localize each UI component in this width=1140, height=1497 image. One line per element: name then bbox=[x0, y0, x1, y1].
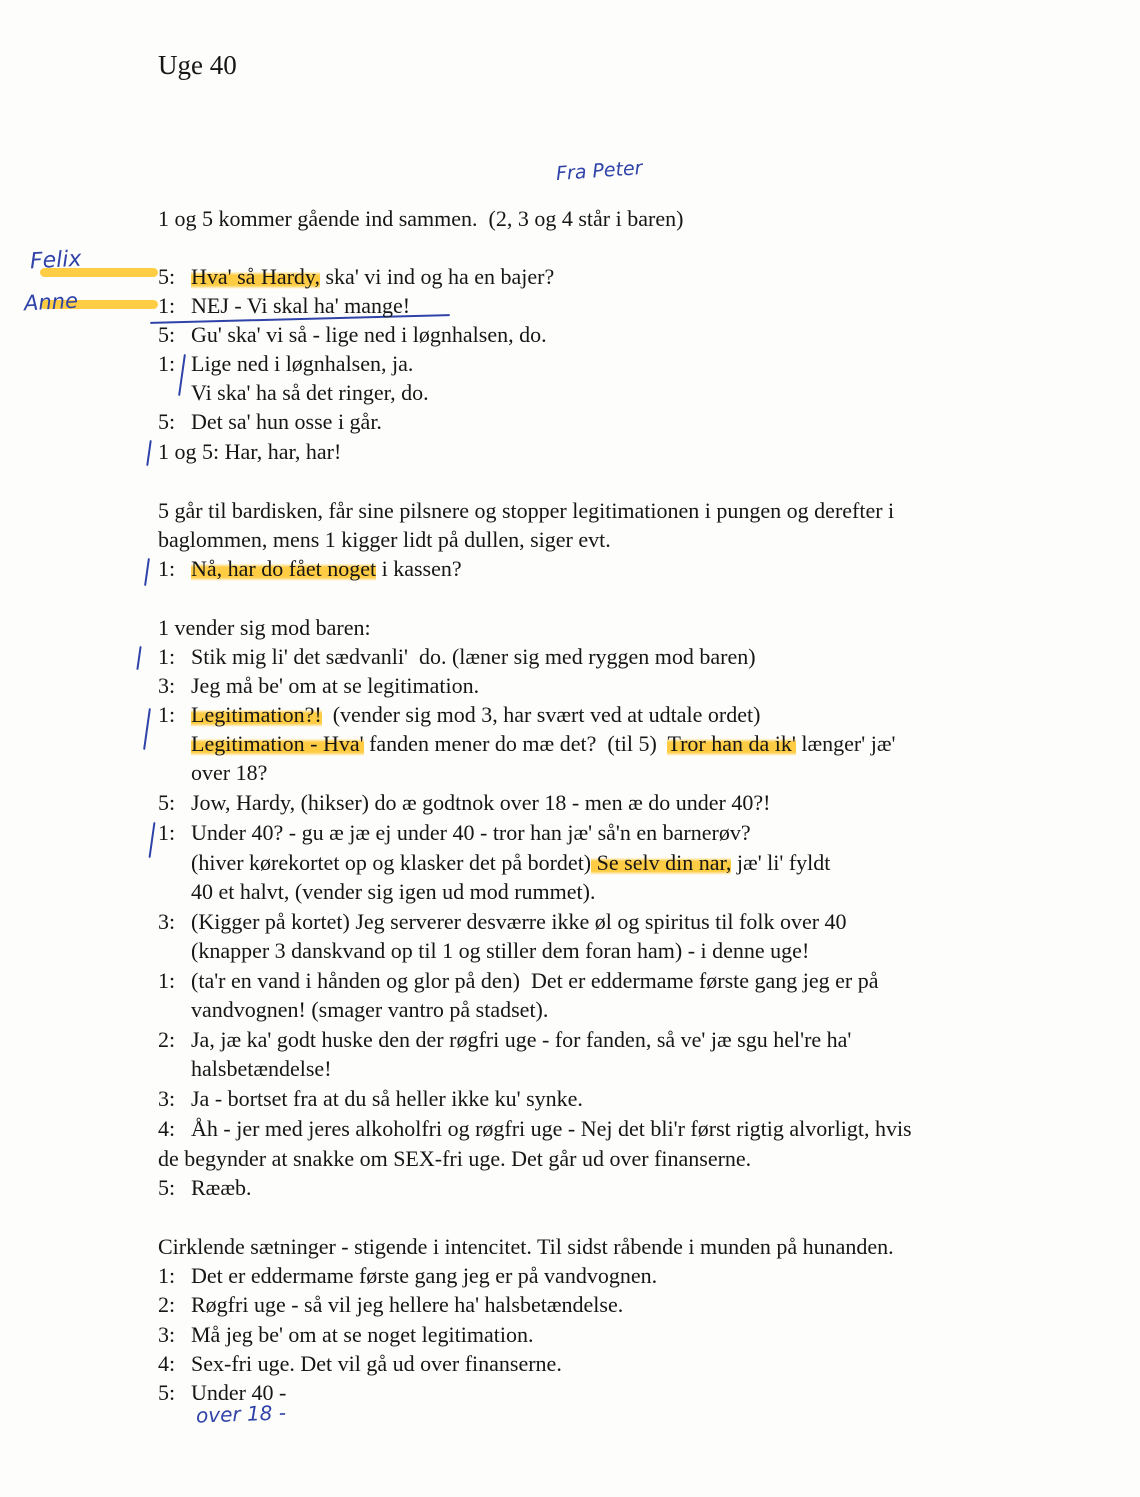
dialogue-text: Ja, jæ ka' godt huske den der røgfri uge - for fanden, så ve' jæ sgu hel're ha' bbox=[191, 1027, 852, 1052]
speaker-number: 1: bbox=[158, 820, 176, 845]
highlighted-text: Se selv din nar, bbox=[591, 850, 732, 875]
dialogue-text: jæ' li' fyldt bbox=[731, 850, 831, 875]
speaker-number: 2: bbox=[158, 1292, 176, 1317]
dialogue-line bbox=[158, 262, 554, 291]
dialogue-line bbox=[158, 320, 547, 349]
pen-tick bbox=[144, 558, 150, 586]
highlighted-text: Nå, har do fået noget bbox=[191, 556, 377, 581]
speaker-number: 3: bbox=[158, 1322, 176, 1347]
handwritten-anne: Anne bbox=[23, 288, 79, 316]
highlighted-text: Legitimation - Hva' bbox=[191, 731, 364, 756]
dialogue-line bbox=[158, 1173, 252, 1202]
speaker-number: 1: bbox=[158, 644, 176, 669]
dialogue-text: Sex-fri uge. Det vil gå ud over finanserne. bbox=[191, 1351, 562, 1376]
dialogue-text: NEJ - Vi skal ha' mange! bbox=[191, 293, 411, 318]
speaker-number: 3: bbox=[158, 1086, 176, 1111]
speaker-number: 1: bbox=[158, 293, 176, 318]
dialogue-line bbox=[158, 966, 879, 995]
dialogue-continuation: over 18? bbox=[191, 760, 268, 785]
handwritten-over-18: over 18 - bbox=[195, 1400, 287, 1428]
stage-direction: 1 vender sig mod baren: bbox=[158, 615, 371, 640]
handwritten-from-note: Fra Peter bbox=[555, 157, 644, 185]
dialogue-continuation: halsbetændelse! bbox=[191, 1056, 332, 1081]
dialogue-text: Røgfri uge - så vil jeg hellere ha' halsbetændelse. bbox=[191, 1292, 624, 1317]
pen-tick bbox=[146, 440, 152, 466]
dialogue-line bbox=[158, 1290, 623, 1319]
page-title: Uge 40 bbox=[158, 50, 237, 80]
highlighted-text: Legitimation?! bbox=[191, 702, 322, 727]
dialogue-text: Lige ned i løgnhalsen, ja. bbox=[191, 351, 414, 376]
dialogue-continuation bbox=[158, 848, 830, 877]
speaker-number: 4: bbox=[158, 1351, 176, 1376]
dialogue-continuation: Vi ska' ha så det ringer, do. bbox=[191, 380, 429, 405]
dialogue-line bbox=[158, 291, 410, 320]
dialogue-line bbox=[158, 1084, 583, 1113]
dialogue-text: Jow, Hardy, (hikser) do æ godtnok over 18 - men æ do under 40?! bbox=[191, 790, 771, 815]
dialogue-line bbox=[158, 1025, 851, 1054]
dialogue-line bbox=[158, 1320, 533, 1349]
stage-direction: Cirklende sætninger - stigende i intencitet. Til sidst råbende i munden på hunanden. bbox=[158, 1234, 894, 1259]
dialogue-text: i kassen? bbox=[376, 556, 462, 581]
dialogue-continuation: (knapper 3 danskvand op til 1 og stiller dem foran ham) - i denne uge! bbox=[191, 938, 810, 963]
speaker-number: 5: bbox=[158, 322, 176, 347]
speaker-number: 5: bbox=[158, 1175, 176, 1200]
pen-tick bbox=[149, 822, 156, 858]
speaker-number: 4: bbox=[158, 1116, 176, 1141]
pen-tick bbox=[136, 646, 141, 670]
stage-direction: baglommen, mens 1 kigger lidt på dullen, siger evt. bbox=[158, 527, 611, 552]
dialogue-line bbox=[158, 407, 382, 436]
handwritten-felix: Felix bbox=[29, 246, 83, 275]
speaker-number: 1: bbox=[158, 1263, 176, 1288]
dialogue-line bbox=[158, 349, 413, 378]
dialogue-line bbox=[158, 788, 770, 817]
dialogue-text: længer' jæ' bbox=[795, 731, 896, 756]
dialogue-text: (ta'r en vand i hånden og glor på den) Det er eddermame første gang jeg er på bbox=[191, 968, 879, 993]
stage-direction: 5 går til bardisken, får sine pilsnere og stopper legitimationen i pungen og derefter i bbox=[158, 498, 895, 523]
dialogue-text: (Kigger på kortet) Jeg serverer desværre ikke øl og spiritus til folk over 40 bbox=[191, 909, 847, 934]
dialogue-text: Det sa' hun osse i går. bbox=[191, 409, 382, 434]
dialogue-text: Må jeg be' om at se noget legitimation. bbox=[191, 1322, 534, 1347]
dialogue-text: fanden mener do mæ det? (til 5) bbox=[363, 731, 668, 756]
speaker-number: 3: bbox=[158, 909, 176, 934]
speaker-number: 1: bbox=[158, 556, 176, 581]
dialogue-text: Stik mig li' det sædvanli' do. (læner sig med ryggen mod baren) bbox=[191, 644, 756, 669]
dialogue-text: Det er eddermame første gang jeg er på vandvognen. bbox=[191, 1263, 658, 1288]
dialogue-continuation: vandvognen! (smager vantro på stadset). bbox=[191, 997, 549, 1022]
dialogue-line bbox=[158, 671, 479, 700]
speaker-number: 1: bbox=[158, 968, 176, 993]
speaker-number: 1: bbox=[158, 351, 176, 376]
speaker-number: 5: bbox=[158, 790, 176, 815]
highlighted-text: Hva' så Hardy, bbox=[191, 264, 320, 289]
speaker-number: 2: bbox=[158, 1027, 176, 1052]
dialogue-text: Rææb. bbox=[191, 1175, 252, 1200]
stage-direction: 1 og 5 kommer gående ind sammen. (2, 3 og 4 står i baren) bbox=[158, 206, 684, 231]
dialogue-line bbox=[158, 642, 756, 671]
dialogue-continuation: de begynder at snakke om SEX-fri uge. Det går ud over finanserne. bbox=[158, 1146, 752, 1171]
dialogue-continuation: 40 et halvt, (vender sig igen ud mod rummet). bbox=[191, 879, 596, 904]
dialogue-line bbox=[158, 1261, 657, 1290]
dialogue-text: (vender sig mod 3, har svært ved at udtale ordet) bbox=[321, 702, 761, 727]
dialogue-line: 1 og 5: Har, har, har! bbox=[158, 439, 342, 464]
dialogue-text: (hiver kørekortet op og klasker det på bordet) bbox=[191, 850, 592, 875]
dialogue-text: Ja - bortset fra at du så heller ikke ku' synke. bbox=[191, 1086, 583, 1111]
dialogue-line bbox=[158, 1114, 912, 1143]
dialogue-text: Under 40? - gu æ jæ ej under 40 - tror han jæ' så'n en barnerøv? bbox=[191, 820, 751, 845]
speaker-number: 5: bbox=[158, 409, 176, 434]
dialogue-line bbox=[158, 818, 751, 847]
speaker-number: 5: bbox=[158, 1380, 176, 1405]
dialogue-line bbox=[158, 700, 760, 729]
dialogue-text: Gu' ska' vi så - lige ned i løgnhalsen, do. bbox=[191, 322, 547, 347]
speaker-number: 5: bbox=[158, 264, 176, 289]
dialogue-text: ska' vi ind og ha en bajer? bbox=[320, 264, 555, 289]
dialogue-text: Åh - jer med jeres alkoholfri og røgfri uge - Nej det bli'r først rigtig alvorligt, hvis bbox=[191, 1116, 912, 1141]
dialogue-text: Jeg må be' om at se legitimation. bbox=[191, 673, 480, 698]
dialogue-text: Under 40 - bbox=[191, 1380, 287, 1405]
dialogue-line bbox=[158, 1349, 562, 1378]
dialogue-continuation bbox=[158, 729, 895, 758]
speaker-number: 3: bbox=[158, 673, 176, 698]
pen-tick bbox=[143, 708, 151, 750]
dialogue-line bbox=[158, 554, 462, 583]
dialogue-line bbox=[158, 907, 847, 936]
highlighted-text: Tror han da ik' bbox=[667, 731, 796, 756]
speaker-number: 1: bbox=[158, 702, 176, 727]
